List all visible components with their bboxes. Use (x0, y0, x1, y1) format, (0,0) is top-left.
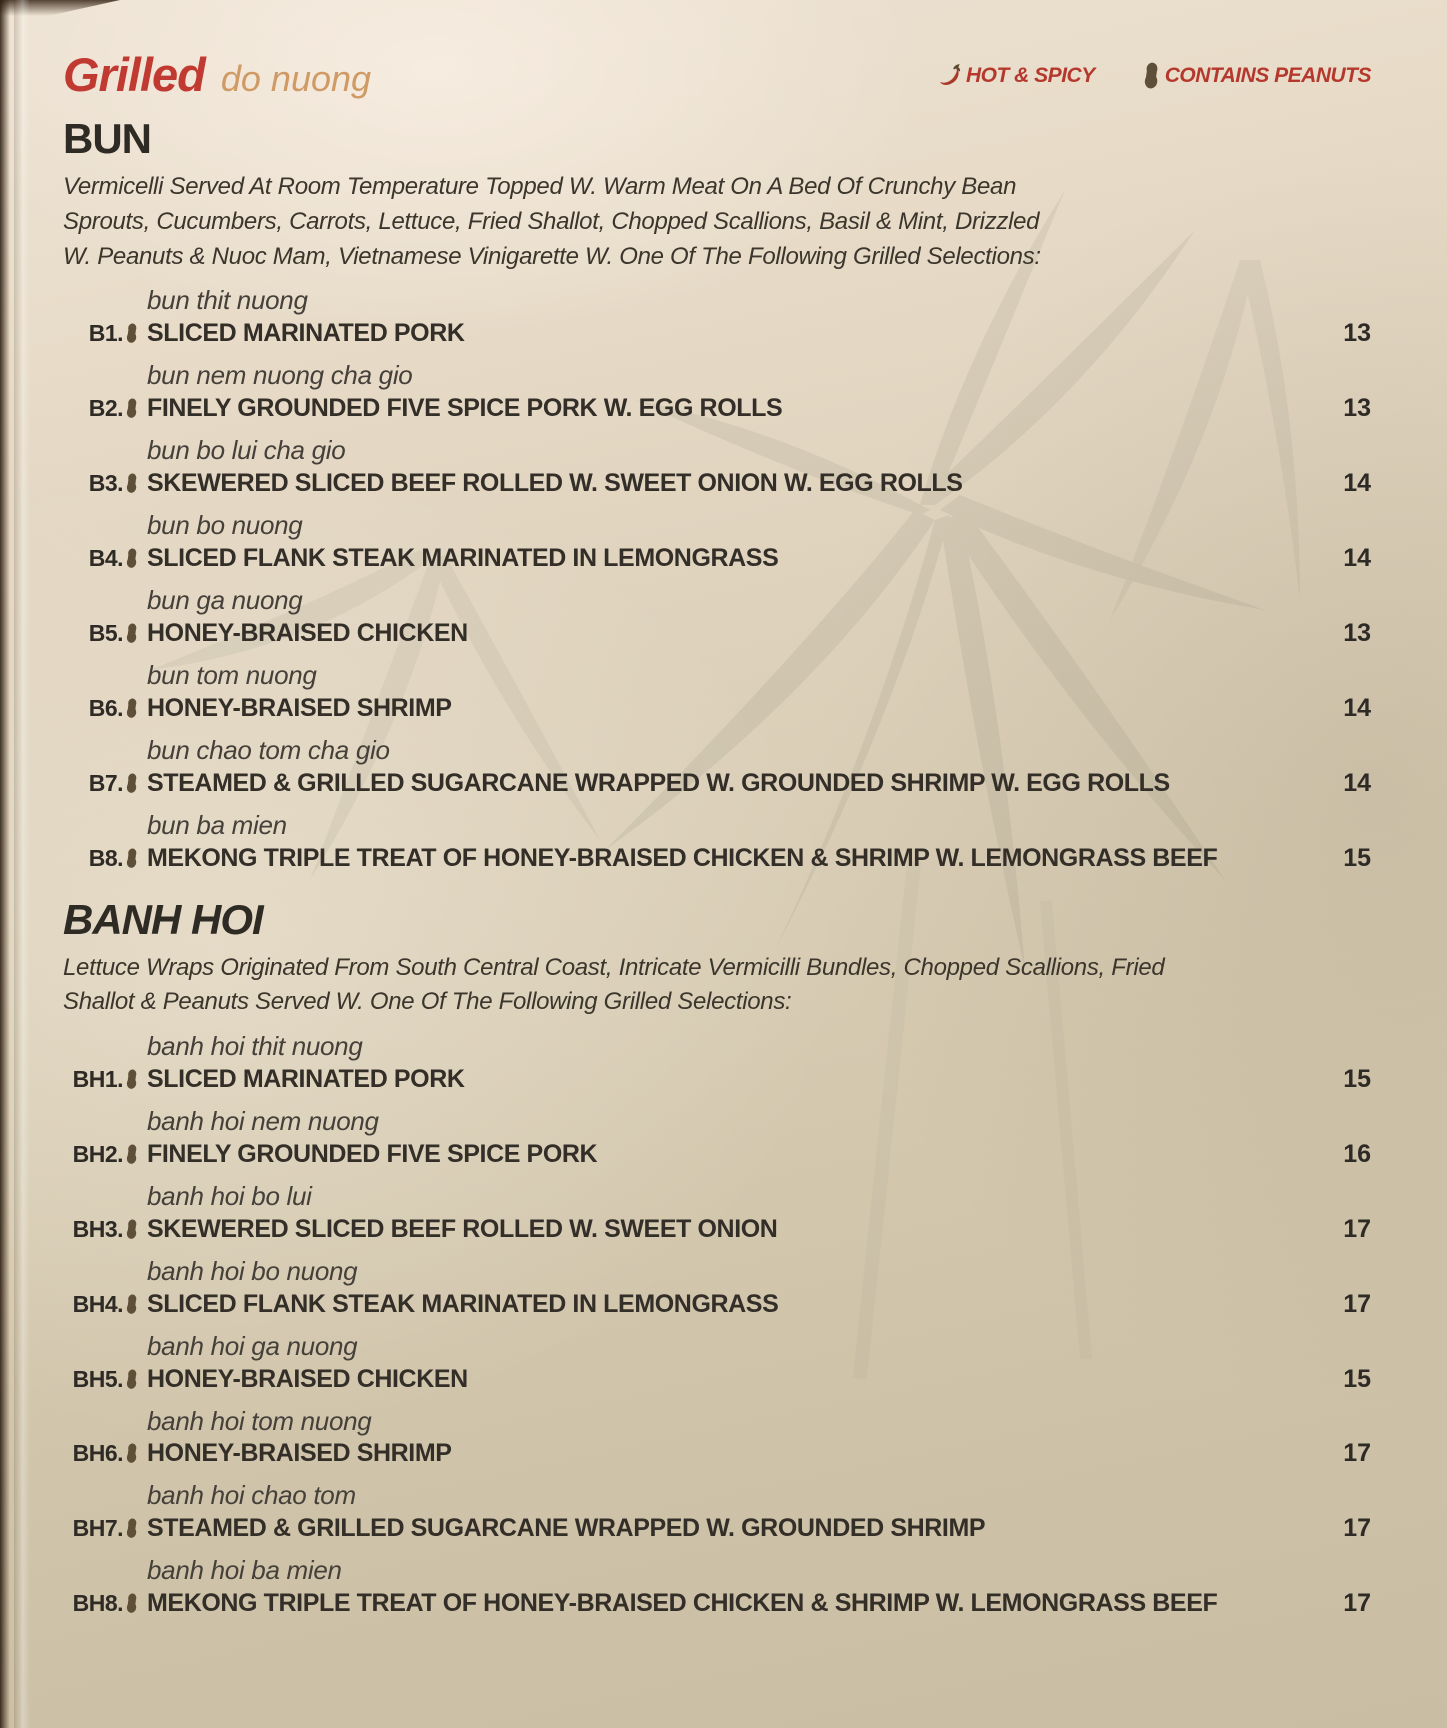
item-code: BH1. (72, 1066, 123, 1092)
item-code: B2. (88, 395, 123, 422)
peanut-icon (124, 1443, 139, 1464)
item-code: B5. (88, 619, 123, 646)
menu-item (63, 436, 1371, 498)
legend-hot-spicy (938, 63, 1095, 89)
item-price: 16 (1343, 1139, 1371, 1168)
item-price: 13 (1343, 394, 1371, 423)
menu-item (63, 286, 1371, 348)
item-code: B1. (88, 320, 123, 347)
section-description: Vermicelli Served At Room Temperature Topped W. Warm Meat On A Bed Of Crunchy Bean Sprouts, Cucumbers, Carrots, Lettuce, Fried Shallot, Chopped Scallions, Basil & Mint, Drizzled W. Peanuts & Nuoc Mam, Vietnamese Vinigarette W. One Of The Following Grilled Selections: (63, 173, 1041, 270)
item-code: BH2. (72, 1140, 123, 1167)
item-code: B8. (88, 844, 123, 871)
menu-item (63, 811, 1371, 873)
item-code: BH5. (72, 1365, 123, 1392)
menu-item (63, 1182, 1371, 1244)
peanut-icon (124, 1069, 139, 1090)
item-vietnamese-name: bun ga nuong (147, 584, 303, 615)
item-vietnamese-name: bun thit nuong (147, 285, 308, 316)
peanut-icon (124, 773, 139, 794)
menu-item (63, 661, 1371, 723)
item-vietnamese-name: banh hoi thit nuong (147, 1031, 363, 1062)
legend-contains-peanuts (1141, 62, 1371, 90)
item-vietnamese-name: banh hoi bo lui (147, 1180, 312, 1211)
peanut-icon (124, 848, 139, 869)
menu-item (63, 1481, 1371, 1543)
page-header (63, 40, 1371, 101)
item-name: FINELY GROUNDED FIVE SPICE PORK W. EGG ROLLS (147, 394, 783, 423)
peanut-icon (124, 1144, 139, 1165)
peanut-icon (124, 398, 139, 419)
item-name: SLICED FLANK STEAK MARINATED IN LEMONGRASS (147, 1289, 779, 1318)
item-price: 13 (1343, 319, 1371, 348)
item-name: MEKONG TRIPLE TREAT OF HONEY-BRAISED CHICKEN & SHRIMP W. LEMONGRASS BEEF (147, 843, 1218, 872)
item-price: 17 (1343, 1439, 1371, 1468)
item-name: HONEY-BRAISED SHRIMP (147, 693, 452, 722)
item-vietnamese-name: bun bo lui cha gio (147, 435, 346, 466)
menu-item (63, 1407, 1371, 1469)
page-title: Grilled (63, 48, 205, 101)
item-price: 17 (1343, 1214, 1371, 1243)
item-price: 15 (1343, 843, 1371, 872)
legend (938, 62, 1371, 98)
legend-contains-peanuts-label: CONTAINS PEANUTS (1164, 64, 1371, 87)
peanut-icon (124, 473, 139, 494)
item-price: 14 (1343, 693, 1371, 722)
item-price: 17 (1343, 1289, 1371, 1318)
item-code: B7. (88, 769, 123, 796)
item-price: 17 (1343, 1514, 1371, 1543)
peanut-icon (124, 1593, 139, 1614)
item-name: STEAMED & GRILLED SUGARCANE WRAPPED W. GROUNDED SHRIMP W. EGG ROLLS (147, 768, 1170, 797)
menu-item (63, 1107, 1371, 1169)
menu-item (63, 1332, 1371, 1394)
item-price: 14 (1343, 768, 1371, 797)
item-vietnamese-name: bun bo nuong (147, 510, 303, 541)
item-code: B6. (88, 694, 123, 721)
item-code: BH3. (72, 1215, 123, 1242)
peanut-icon (124, 323, 139, 344)
item-name: SKEWERED SLICED BEEF ROLLED W. SWEET ONION W. EGG ROLLS (147, 469, 963, 498)
item-price: 13 (1343, 618, 1371, 647)
section-description: Lettuce Wraps Originated From South Central Coast, Intricate Vermicilli Bundles, Chopped Scallions, Fried Shallot & Peanuts Served W. One Of The Following Grilled Selections: (63, 953, 1165, 1016)
item-name: SLICED MARINATED PORK (147, 319, 465, 348)
item-vietnamese-name: banh hoi chao tom (147, 1480, 356, 1511)
chili-pepper-icon (938, 63, 962, 89)
menu-items (63, 1032, 1371, 1618)
menu-item (63, 511, 1371, 573)
menu-item (63, 736, 1371, 798)
page-subtitle: do nuong (220, 58, 372, 100)
peanut-icon (124, 623, 139, 644)
section-banh-hoi (63, 895, 1371, 1619)
item-price: 15 (1343, 1065, 1371, 1093)
item-price: 14 (1343, 469, 1371, 498)
item-price: 17 (1343, 1589, 1371, 1618)
item-name: FINELY GROUNDED FIVE SPICE PORK (147, 1139, 598, 1168)
peanut-icon (124, 1294, 139, 1315)
section-bun (63, 115, 1371, 873)
item-vietnamese-name: banh hoi tom nuong (147, 1405, 372, 1436)
item-code: BH7. (72, 1515, 123, 1542)
legend-hot-spicy-label: HOT & SPICY (966, 64, 1095, 87)
item-name: SLICED FLANK STEAK MARINATED IN LEMONGRASS (147, 543, 779, 572)
peanut-icon (124, 1369, 139, 1390)
item-vietnamese-name: bun chao tom cha gio (147, 734, 390, 765)
peanut-icon (124, 1518, 139, 1539)
item-price: 14 (1343, 543, 1371, 572)
item-code: B4. (88, 544, 123, 571)
item-code: B3. (88, 470, 123, 497)
item-vietnamese-name: bun nem nuong cha gio (147, 360, 413, 391)
peanut-icon (124, 1219, 139, 1240)
menu-item (63, 586, 1371, 648)
section-heading: BANH HOI (63, 895, 263, 943)
item-vietnamese-name: bun ba mien (147, 809, 287, 840)
menu-item (63, 1257, 1371, 1319)
peanut-icon (124, 698, 139, 719)
peanut-icon (1141, 62, 1161, 90)
peanut-icon (124, 548, 139, 569)
item-vietnamese-name: banh hoi ga nuong (147, 1330, 358, 1361)
item-name: HONEY-BRAISED SHRIMP (147, 1439, 452, 1468)
item-vietnamese-name: banh hoi bo nuong (147, 1255, 358, 1286)
item-vietnamese-name: banh hoi nem nuong (147, 1106, 379, 1136)
item-vietnamese-name: banh hoi ba mien (147, 1555, 342, 1586)
item-vietnamese-name: bun tom nuong (147, 659, 317, 690)
item-name: STEAMED & GRILLED SUGARCANE WRAPPED W. GROUNDED SHRIMP (147, 1514, 986, 1543)
item-name: HONEY-BRAISED CHICKEN (147, 618, 468, 647)
item-code: BH6. (72, 1440, 123, 1467)
item-price: 15 (1343, 1364, 1371, 1393)
item-name: SKEWERED SLICED BEEF ROLLED W. SWEET ONION (147, 1214, 778, 1243)
menu-item (63, 1032, 1371, 1094)
item-name: MEKONG TRIPLE TREAT OF HONEY-BRAISED CHICKEN & SHRIMP W. LEMONGRASS BEEF (147, 1589, 1218, 1618)
item-name: HONEY-BRAISED CHICKEN (147, 1364, 468, 1393)
menu-item (63, 361, 1371, 423)
item-name: SLICED MARINATED PORK (147, 1065, 465, 1093)
item-code: BH8. (72, 1590, 123, 1617)
menu-item (63, 1556, 1371, 1618)
section-heading: BUN (63, 115, 151, 162)
menu-items (63, 286, 1371, 872)
item-code: BH4. (72, 1290, 123, 1317)
